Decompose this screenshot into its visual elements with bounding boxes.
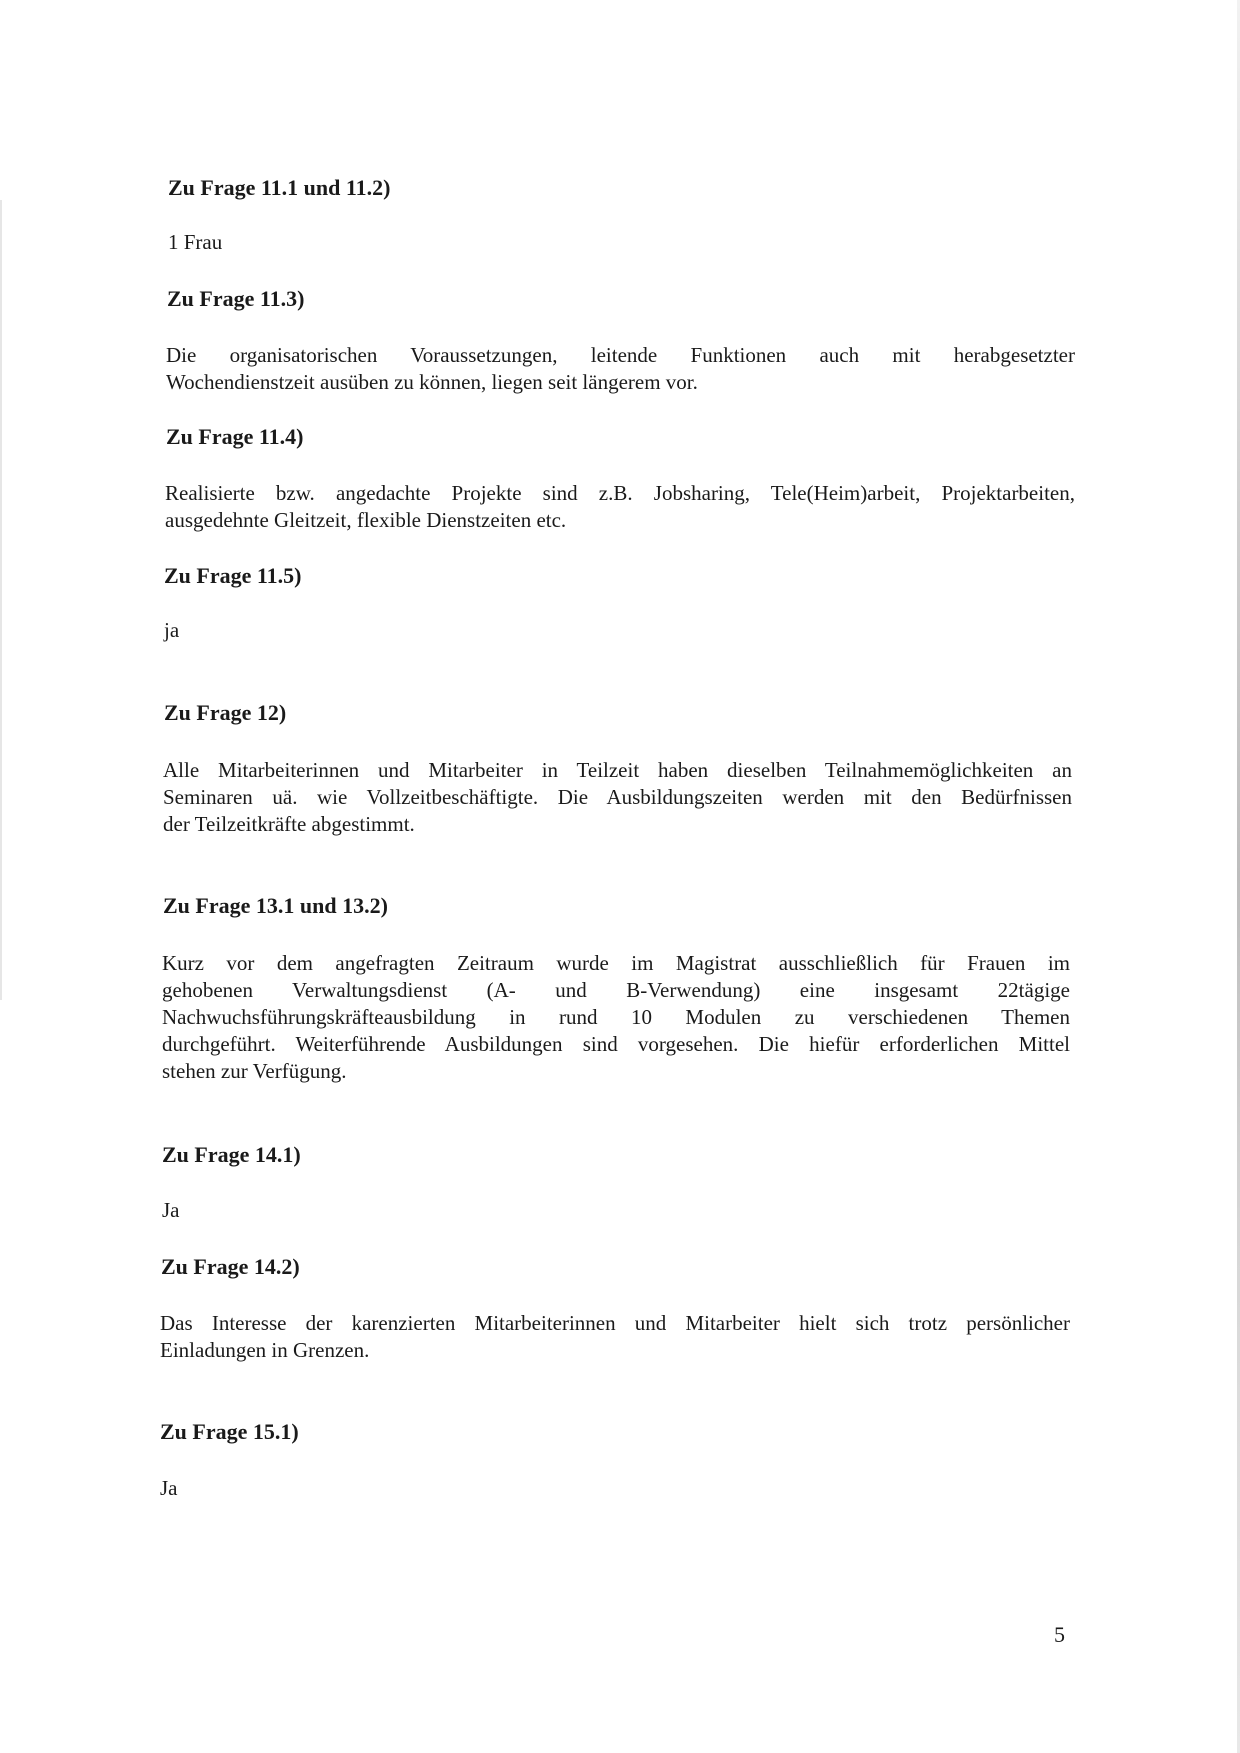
section-answer-line: stehen zur Verfügung.: [162, 1059, 347, 1083]
section-heading: Zu Frage 12): [164, 700, 287, 725]
section-answer-line: Die organisatorischen Voraussetzungen, leitende Funktionen auch mit herabgesetzter: [166, 343, 1075, 367]
section-heading: Zu Frage 11.5): [164, 563, 302, 588]
section-answer-line: Einladungen in Grenzen.: [160, 1338, 370, 1362]
section-heading: Zu Frage 13.1 und 13.2): [163, 893, 388, 918]
section-heading: Zu Frage 11.4): [166, 424, 304, 449]
section-heading: Zu Frage 14.2): [161, 1254, 300, 1279]
section-heading: Zu Frage 14.1): [162, 1142, 301, 1167]
section-answer-line: Realisierte bzw. angedachte Projekte sind z.B. Jobsharing, Tele(Heim)arbeit, Projektarbeiten,: [165, 481, 1075, 505]
section-answer: ja: [164, 618, 180, 642]
section-answer-line: Alle Mitarbeiterinnen und Mitarbeiter in Teilzeit haben dieselben Teilnahmemöglichkeiten an: [163, 758, 1072, 782]
section-answer-line: durchgeführt. Weiterführende Ausbildungen sind vorgesehen. Die hiefür erforderlichen Mittel: [162, 1032, 1070, 1056]
section-answer-line: Das Interesse der karenzierten Mitarbeiterinnen und Mitarbeiter hielt sich trotz persönlicher: [160, 1311, 1070, 1335]
scan-edge-left: [0, 200, 2, 1000]
section-answer: 1 Frau: [168, 230, 223, 254]
page-number: 5: [1054, 1622, 1065, 1647]
section-heading: Zu Frage 15.1): [160, 1419, 299, 1444]
section-heading: Zu Frage 11.3): [167, 286, 305, 311]
section-answer-line: gehobenen Verwaltungsdienst (A- und B-Verwendung) eine insgesamt 22tägige: [162, 978, 1070, 1002]
section-answer-line: ausgedehnte Gleitzeit, flexible Dienstzeiten etc.: [165, 508, 567, 532]
section-heading: Zu Frage 11.1 und 11.2): [168, 175, 391, 200]
section-answer-line: Kurz vor dem angefragten Zeitraum wurde im Magistrat ausschließlich für Frauen im: [162, 951, 1070, 975]
section-answer: Ja: [160, 1476, 178, 1500]
section-answer-line: Wochendienstzeit ausüben zu können, liegen seit längerem vor.: [166, 370, 698, 394]
section-answer-line: der Teilzeitkräfte abgestimmt.: [163, 812, 415, 836]
section-answer-line: Nachwuchsführungskräfteausbildung in rund 10 Modulen zu verschiedenen Themen: [162, 1005, 1070, 1029]
section-answer: Ja: [162, 1198, 180, 1222]
section-answer-line: Seminaren uä. wie Vollzeitbeschäftigte. Die Ausbildungszeiten werden mit den Bedürfnissen: [163, 785, 1072, 809]
